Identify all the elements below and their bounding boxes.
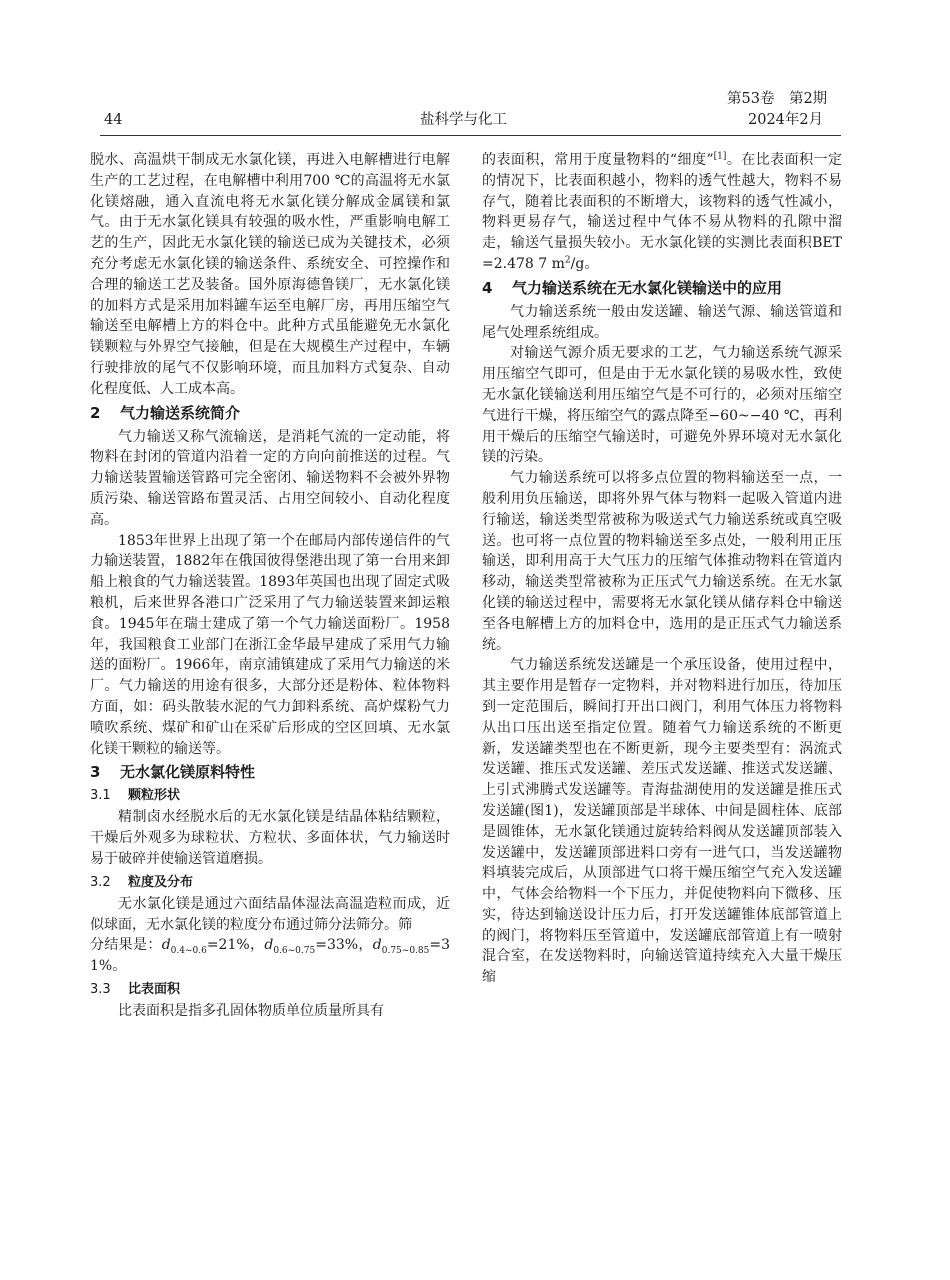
percent-value: =21%，: [206, 937, 265, 954]
subsection-heading-3-3: [90, 980, 450, 999]
subsection-number: 3.2: [90, 874, 111, 890]
distribution-result: [90, 935, 450, 977]
subsection-title: 比表面积: [128, 981, 181, 997]
size-range: 0.4~0.6: [170, 946, 207, 957]
paragraph: 无水氯化镁是通过六面结晶体湿法高温造粒而成，近似球面，无水氯化镁的粒度分布通过筛分法筛分。筛: [90, 895, 450, 933]
paragraph: 脱水、高温烘干制成无水氯化镁，再进入电解槽进行电解生产的工艺过程，在电解槽中利用700 ℃的高温将无水氯化镁熔融，通入直流电将无水氯化镁分解成金属镁和氯气。由于无水氯化镁具有较强的吸水性，严重影响电解工艺的生产，因此无水氯化镁的输送已成为关键技术，必须充分考虑无水氯化镁的输送条件、系统安全、可控操作和合理的输送工艺及装备。国外原海德鲁镁厂，无水氯化镁的加料方式是采用加料罐车运至电解厂房，再用压缩空气输送至电解槽上方的料仓中。此种方式虽能避免无水氯化镁颗粒与外界空气接触，但是在大规模生产过程中，车辆行驶排放的尾气不仅影响环境，而且加料方式复杂、自动化程度低、人工成本高。: [90, 152, 450, 397]
paragraph: 精制卤水经脱水后的无水氯化镁是结晶体粘结颗粒，干燥后外观多为球粒状、方粒状、多面体状，气力输送时易于破碎并使输送管道磨损。: [90, 809, 450, 867]
paragraph: 气力输送系统可以将多点位置的物料输送至一点，一般利用负压输送，即将外界气体与物料一起吸入管道内进行输送，输送类型常被称为吸送式气力输送系统或真空吸送。也可将一点位置的物料输送至多点处，一般利用正压输送，即利用高于大气压力的压缩气体推动物料在管道内移动，输送类型常被称为正压式气力输送系统。在无水氯化镁的输送过程中，需要将无水氯化镁从储存料仓中输送至各电解槽上方的加料仓中，选用的是正压式气力输送系统。: [482, 470, 842, 653]
text-run: 的表面积，常用于度量物料的“细度”: [482, 152, 714, 168]
size-range: 0.75~0.85: [381, 946, 430, 957]
section-title: 气力输送系统简介: [120, 403, 241, 422]
paragraph: 比表面积是指多孔固体物质单位质量所具有: [118, 1002, 384, 1019]
paragraph: [482, 150, 842, 275]
paragraph: 气力输送又称气流输送，是消耗气流的一定动能，将物料在封闭的管道内沿着一定的方向向前推送的过程。气力输送装置输送管路可完全密闭、输送物料不会被外界物质污染、输送管路布置灵活、占用空间较小、自动化程度高。: [90, 428, 450, 528]
section-heading-2: [90, 403, 450, 424]
page-number: 44: [104, 112, 123, 128]
percent-value: =33%，: [315, 937, 373, 954]
subsection-heading-3-1: [90, 786, 450, 805]
citation: [1]: [713, 151, 727, 162]
paragraph: 气力输送系统一般由发送罐、输送气源、输送管道和尾气处理系统组成。: [482, 303, 842, 341]
subsection-title: 颗粒形状: [128, 788, 181, 804]
section-number: 2: [90, 403, 101, 422]
distribution-prefix: 分结果是：: [90, 937, 162, 954]
section-title: 无水氯化镁原料特性: [120, 763, 256, 782]
section-number: 3: [90, 763, 101, 782]
paragraph: 气力输送系统发送罐是一个承压设备，使用过程中，其主要作用是暂存一定物料，并对物料进行加压，待加压到一定范围后，瞬间打开出口阀门，利用气体压力将物料从出口压出送至指定位置。随着气力输送系统的不断更新，发送罐类型也在不断更新，现今主要类型有：涡流式发送罐、推压式发送罐、差压式发送罐、推送式发送罐、上引式沸腾式发送罐等。青海盐湖使用的发送罐是推压式发送罐(图1)，发送罐顶部是半球体、中间是圆柱体、底部是圆锥体，无水氯化镁通过旋转给料阀从发送罐顶部装入发送罐中，发送罐顶部进料口旁有一进气口，当发送罐物料填装完成后，从顶部进气口将干燥压缩空气充入发送罐中，气体会给物料一个下压力，并促使物料向下微移、压实，待达到输送设计压力后，打开发送罐锥体底部管道上的阀门，将物料压至管道中，发送罐底部管道上有一喷射混合室，在发送物料时，向输送管道持续充入大量干燥压缩: [482, 657, 842, 986]
section-heading-3: [90, 762, 450, 783]
size-range: 0.6~0.75: [273, 946, 316, 957]
superscript: 2: [564, 255, 571, 266]
section-title: 气力输送系统在无水氯化镁输送中的应用: [512, 278, 783, 297]
d-symbol: d: [264, 937, 274, 954]
left-column: [90, 150, 450, 1022]
subsection-number: 3.3: [90, 981, 111, 997]
text-run: /g。: [570, 255, 599, 272]
journal-name: 盐科学与化工: [420, 112, 507, 128]
issue-date: 2024年2月: [748, 112, 824, 128]
text-run: 。在比表面积一定的情况下，比表面积越小，物料的透气性越大，物料不易存气，随着比表面积的不断增大，该物料的透气性减小，物料更易存气，输送过程中气体不易从物料的孔隙中溜走，输送气量损失较小。无水氯化镁的实测比表面积BET=2.478 7 m: [482, 152, 842, 272]
volume-issue: 第53卷 第2期: [727, 91, 828, 107]
paragraph: 1853年世界上出现了第一个在邮局内部传递信件的气力输送装置，1882年在俄国彼得堡港出现了第一台用来卸船上粮食的气力输送装置。1893年英国也出现了固定式吸粮机，后来世界各港口广泛采用了气力输送装置来卸运粮食。1945年在瑞士建成了第一个气力输送面粉厂。1958年，我国粮食工业部门在浙江金华最早建成了采用气力输送的面粉厂。1966年，南京浦镇建成了采用气力输送的米厂。气力输送的用途有很多，大部分还是粉体、粒体物料方面，如：码头散装水泥的气力卸料系统、高炉煤粉气力喷吹系统、煤矿和矿山在采矿后形成的空区回填、无水氯化镁干颗粒的输送等。: [90, 532, 450, 757]
header-rule: [100, 135, 841, 136]
d-symbol: d: [161, 937, 171, 954]
subsection-title: 粒度及分布: [128, 874, 194, 890]
percent-value: =31%。: [90, 937, 450, 975]
d-symbol: d: [372, 937, 382, 954]
section-heading-4: [482, 278, 842, 299]
subsection-number: 3.1: [90, 788, 111, 804]
section-number: 4: [482, 278, 493, 297]
right-column: [482, 150, 842, 988]
subsection-heading-3-2: [90, 873, 450, 892]
paragraph: 对输送气源介质无要求的工艺，气力输送系统气源采用压缩空气即可，但是由于无水氯化镁的易吸水性，致使无水氯化镁输送利用压缩空气是不可行的，必须对压缩空气进行干燥，将压缩空气的露点降至−60~−40 ℃，再利用干燥后的压缩空气输送时，可避免外界环境对无水氯化镁的污染。: [482, 345, 842, 466]
